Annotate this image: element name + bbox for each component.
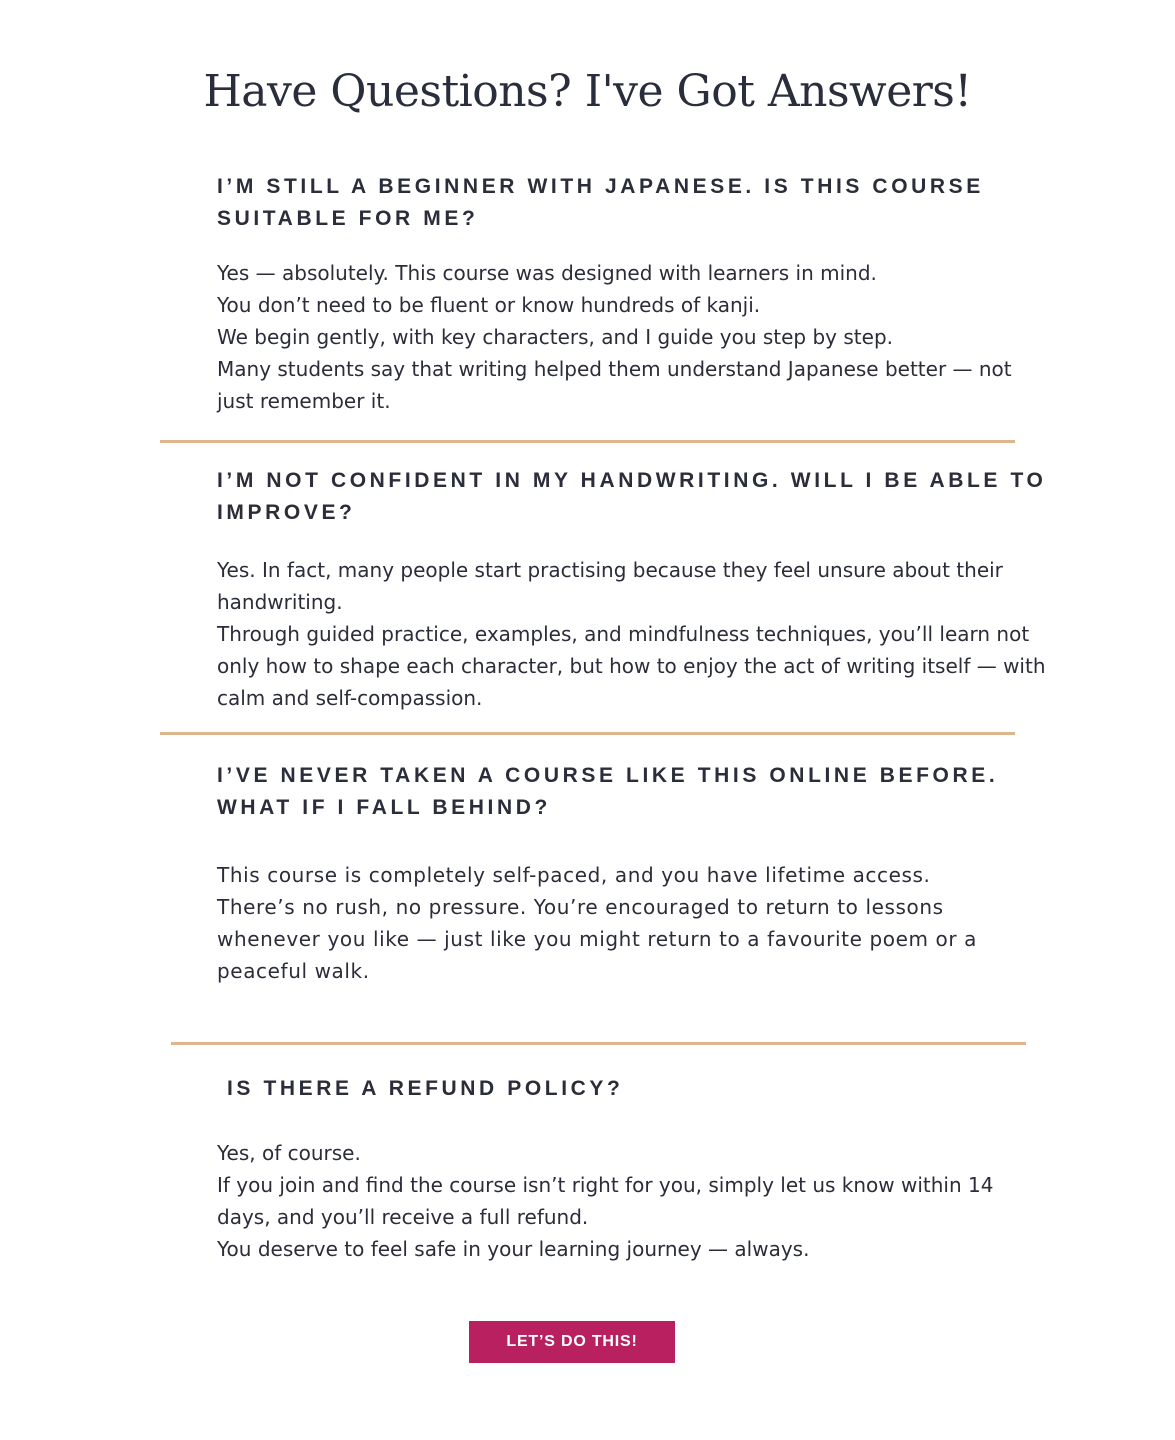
faq-answer-1-line: Yes — absolutely. This course was designed with learners in mind. xyxy=(217,261,877,285)
faq-question-3: I’VE NEVER TAKEN A COURSE LIKE THIS ONLINE BEFORE. WHAT IF I FALL BEHIND? xyxy=(217,764,999,819)
faq-answer-3-line: This course is completely self-paced, and you have lifetime access. xyxy=(217,863,931,887)
faq-answer-2-line: Yes. In fact, many people start practising because they feel unsure about their handwriting. xyxy=(217,558,1003,614)
faq-answer-4-line: Yes, of course. xyxy=(217,1141,361,1165)
faq-question-4: IS THERE A REFUND POLICY? xyxy=(227,1077,624,1100)
page-title: Have Questions? I've Got Answers! xyxy=(203,66,972,117)
faq-answer-1-line: Many students say that writing helped them understand Japanese better — not just remember it. xyxy=(217,357,1012,413)
faq-answer-4 xyxy=(217,1137,1047,1265)
faq-divider-3 xyxy=(171,1042,1026,1045)
faq-answer-4-line: You deserve to feel safe in your learning journey — always. xyxy=(217,1237,810,1261)
faq-answer-4-line: If you join and find the course isn’t right for you, simply let us know within 14 days, and you’ll receive a full refund. xyxy=(217,1173,994,1229)
lets-do-this-button[interactable]: LET’S DO THIS! xyxy=(469,1321,675,1363)
faq-answer-2 xyxy=(217,554,1047,714)
faq-divider-2 xyxy=(160,732,1015,735)
faq-answer-1-line: You don’t need to be fluent or know hundreds of kanji. xyxy=(217,293,761,317)
faq-answer-1-line: We begin gently, with key characters, and I guide you step by step. xyxy=(217,325,893,349)
faq-answer-1 xyxy=(217,257,1047,417)
faq-answer-3 xyxy=(217,859,1047,987)
faq-answer-2-line: Through guided practice, examples, and mindfulness techniques, you’ll learn not only how to shape each character, but how to enjoy the act of writing itself — with calm and self-compassion. xyxy=(217,622,1046,710)
faq-answer-3-line: There’s no rush, no pressure. You’re encouraged to return to lessons whenever you like — just like you might return to a favourite poem or a peaceful walk. xyxy=(217,895,977,983)
faq-question-2: I’M NOT CONFIDENT IN MY HANDWRITING. WILL I BE ABLE TO IMPROVE? xyxy=(217,469,1047,524)
faq-question-1: I’M STILL A BEGINNER WITH JAPANESE. IS THIS COURSE SUITABLE FOR ME? xyxy=(217,175,984,230)
faq-divider-1 xyxy=(160,440,1015,443)
